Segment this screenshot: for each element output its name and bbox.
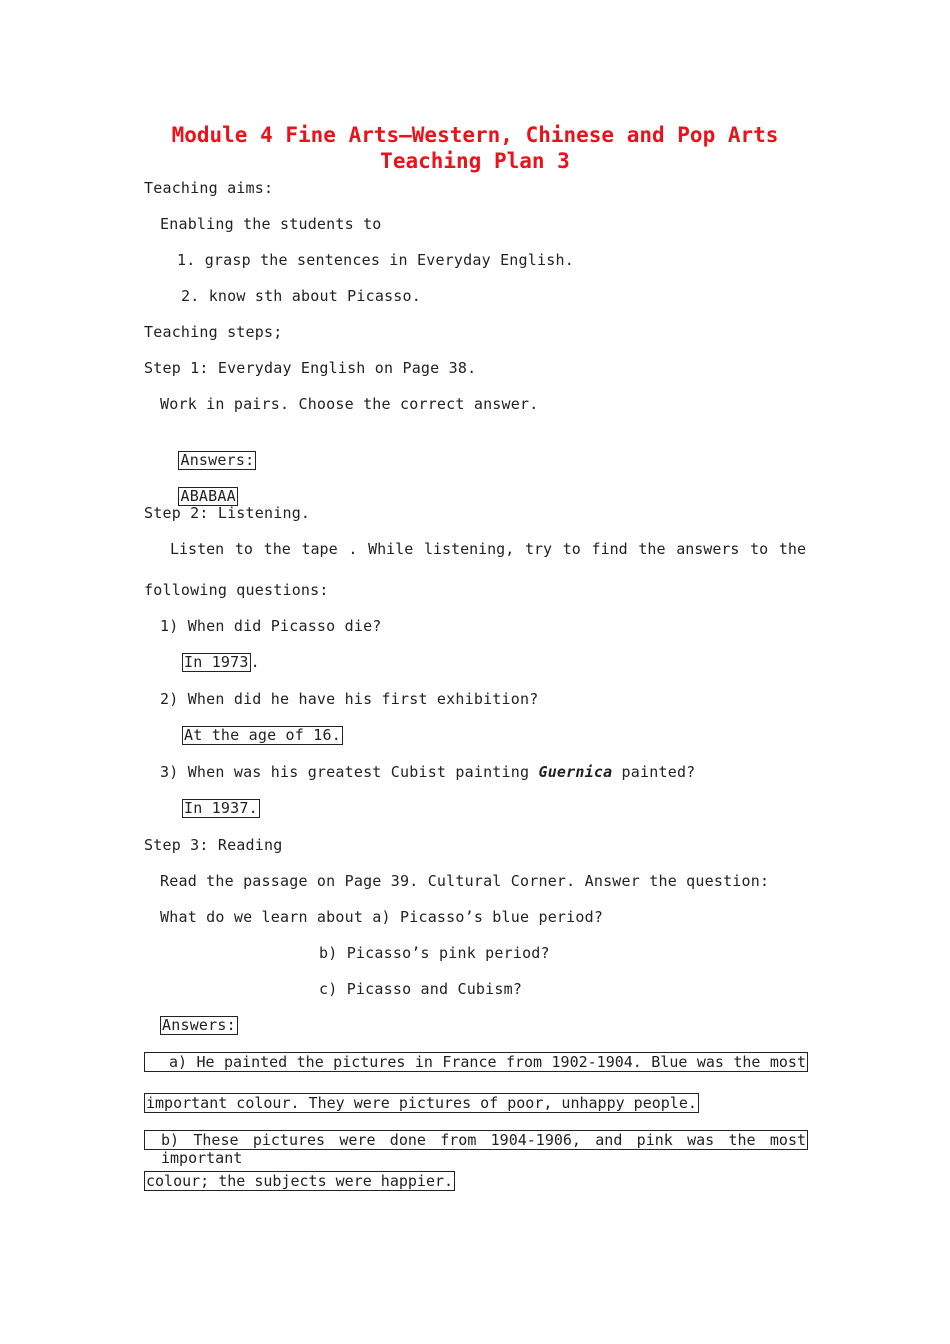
step3-answer-a-line1: a) He painted the pictures in France from 1902-1904. Blue was the most — [144, 1052, 808, 1072]
step1-answers-label: Answers: — [180, 451, 255, 469]
answer-3-row — [182, 798, 260, 818]
step1-answers-label-row — [160, 430, 256, 470]
step3-answer-a-line2: important colour. They were pictures of poor, unhappy people. — [146, 1094, 697, 1112]
question-1: 1) When did Picasso die? — [160, 617, 382, 635]
teaching-steps-heading: Teaching steps; — [144, 323, 283, 341]
step1-answers-row — [160, 466, 238, 506]
step1-answers: ABABAA — [180, 487, 236, 505]
step2-instruction-line1: Listen to the tape . While listening, try to find the answers to the — [170, 540, 806, 558]
step1-heading: Step 1: Everyday English on Page 38. — [144, 359, 477, 377]
answer-2-row — [182, 725, 343, 745]
answer-2: At the age of 16. — [184, 726, 341, 744]
question-3-painting: Guernica — [538, 763, 613, 781]
step1-instruction: Work in pairs. Choose the correct answer. — [160, 395, 539, 413]
step3-answers-label-row — [160, 1015, 238, 1035]
step3-question-c: c) Picasso and Cubism? — [319, 980, 523, 998]
question-3-prefix: 3) When was his greatest Cubist painting — [160, 763, 539, 781]
question-3-suffix: painted? — [612, 763, 696, 781]
step3-question-b: b) Picasso’s pink period? — [319, 944, 550, 962]
aim-item-1: 1. grasp the sentences in Everyday English. — [177, 251, 574, 269]
step3-answer-b-line2: colour; the subjects were happier. — [146, 1172, 454, 1190]
step3-question-a: What do we learn about a) Picasso’s blue period? — [160, 908, 604, 926]
teaching-aims-heading: Teaching aims: — [144, 179, 274, 197]
step3-answer-b-line1: b) These pictures were done from 1904-1906, and pink was the most important — [144, 1130, 808, 1150]
step3-heading: Step 3: Reading — [144, 836, 283, 854]
step3-instruction: Read the passage on Page 39. Cultural Corner. Answer the question: — [160, 872, 770, 890]
step2-heading: Step 2: Listening. — [144, 504, 311, 522]
aims-intro: Enabling the students to — [160, 215, 382, 233]
document-title: Module 4 Fine Arts—Western, Chinese and Pop Arts Teaching Plan 3 — [171, 123, 779, 173]
answer-1-suffix: . — [250, 653, 260, 671]
answer-3: In 1937. — [184, 799, 258, 817]
aim-item-2: 2. know sth about Picasso. — [181, 287, 421, 305]
question-2: 2) When did he have his first exhibition? — [160, 690, 539, 708]
answer-1: In 1973 — [184, 653, 249, 671]
step2-instruction-line2: following questions: — [144, 581, 329, 599]
step3-answers-label: Answers: — [162, 1016, 236, 1034]
answer-1-row — [182, 652, 260, 672]
question-3 — [160, 762, 695, 782]
